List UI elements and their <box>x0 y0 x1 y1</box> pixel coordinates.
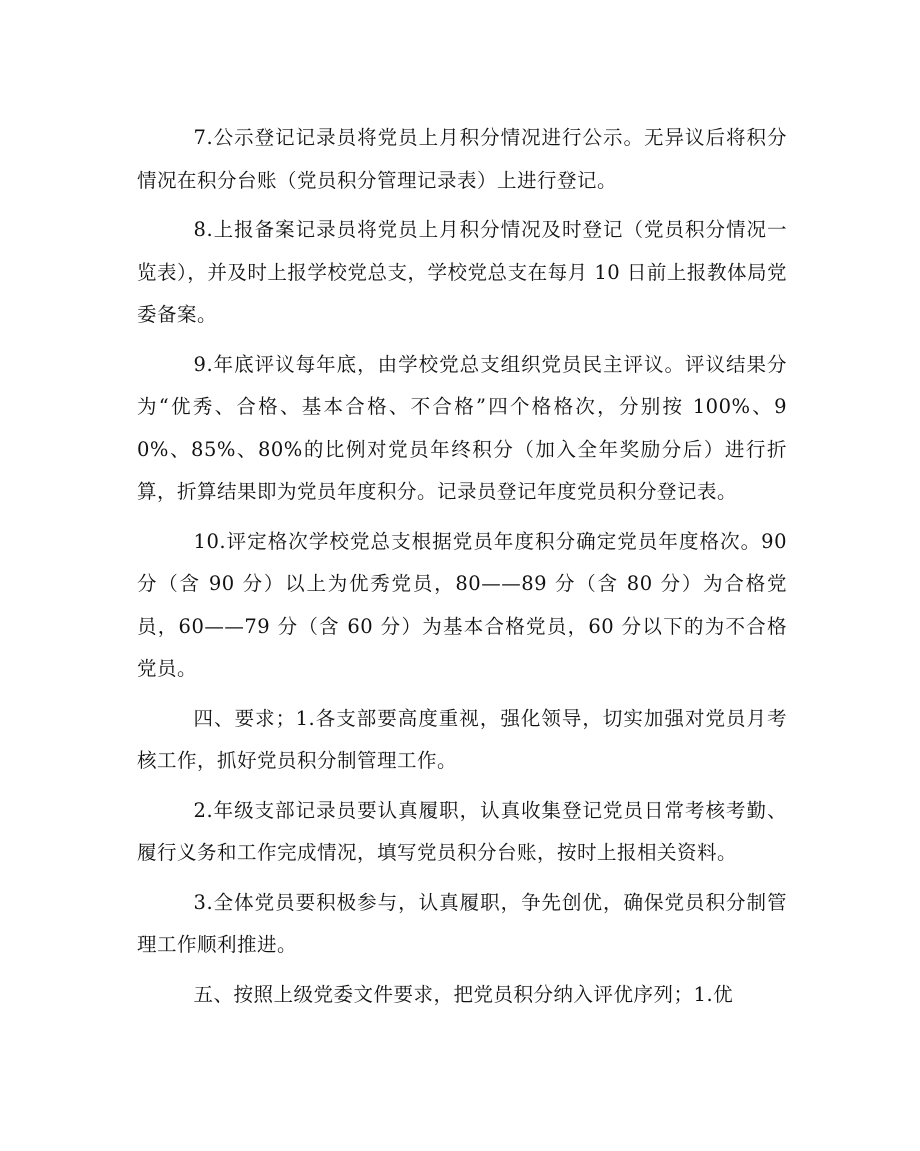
paragraph-requirements-1: 四、要求；1.各支部要高度重视，强化领导，切实加强对党员月考核工作，抓好党员积分制管理工作。 <box>137 706 787 772</box>
paragraph-requirements-3: 3.全体党员要积极参与，认真履职，争先创优，确保党员积分制管理工作顺利推进。 <box>137 890 787 956</box>
paragraph-item-10: 10.评定格次学校党总支根据党员年度积分确定党员年度格次。90 分（含 90 分）以上为优秀党员，80——89 分（含 80 分）为合格党员，60——79 分（含 60 分）为基本合格党员，60 分以下的为不合格党员。 <box>137 529 787 680</box>
paragraph-item-9: 9.年底评议每年底，由学校党总支组织党员民主评议。评议结果分为“优秀、合格、基本合格、不合格”四个格格次，分别按 100%、90%、85%、80%的比例对党员年终积分（加入全年奖励分后）进行折算，折算结果即为党员年度积分。记录员登记年度党员积分登记表。 <box>137 352 787 503</box>
paragraph-requirements-2: 2.年级支部记录员要认真履职，认真收集登记党员日常考核考勤、履行义务和工作完成情况，填写党员积分台账，按时上报相关资料。 <box>137 798 787 864</box>
paragraph-item-7: 7.公示登记记录员将党员上月积分情况进行公示。无异议后将积分情况在积分台账（党员积分管理记录表）上进行登记。 <box>137 126 787 192</box>
paragraph-section-five: 五、按照上级党委文件要求，把党员积分纳入评优序列；1.优 <box>193 982 734 1006</box>
document-page <box>137 117 787 1023</box>
paragraph-item-8: 8.上报备案记录员将党员上月积分情况及时登记（党员积分情况一览表），并及时上报学校党总支，学校党总支在每月 10 日前上报教体局党委备案。 <box>137 218 787 326</box>
